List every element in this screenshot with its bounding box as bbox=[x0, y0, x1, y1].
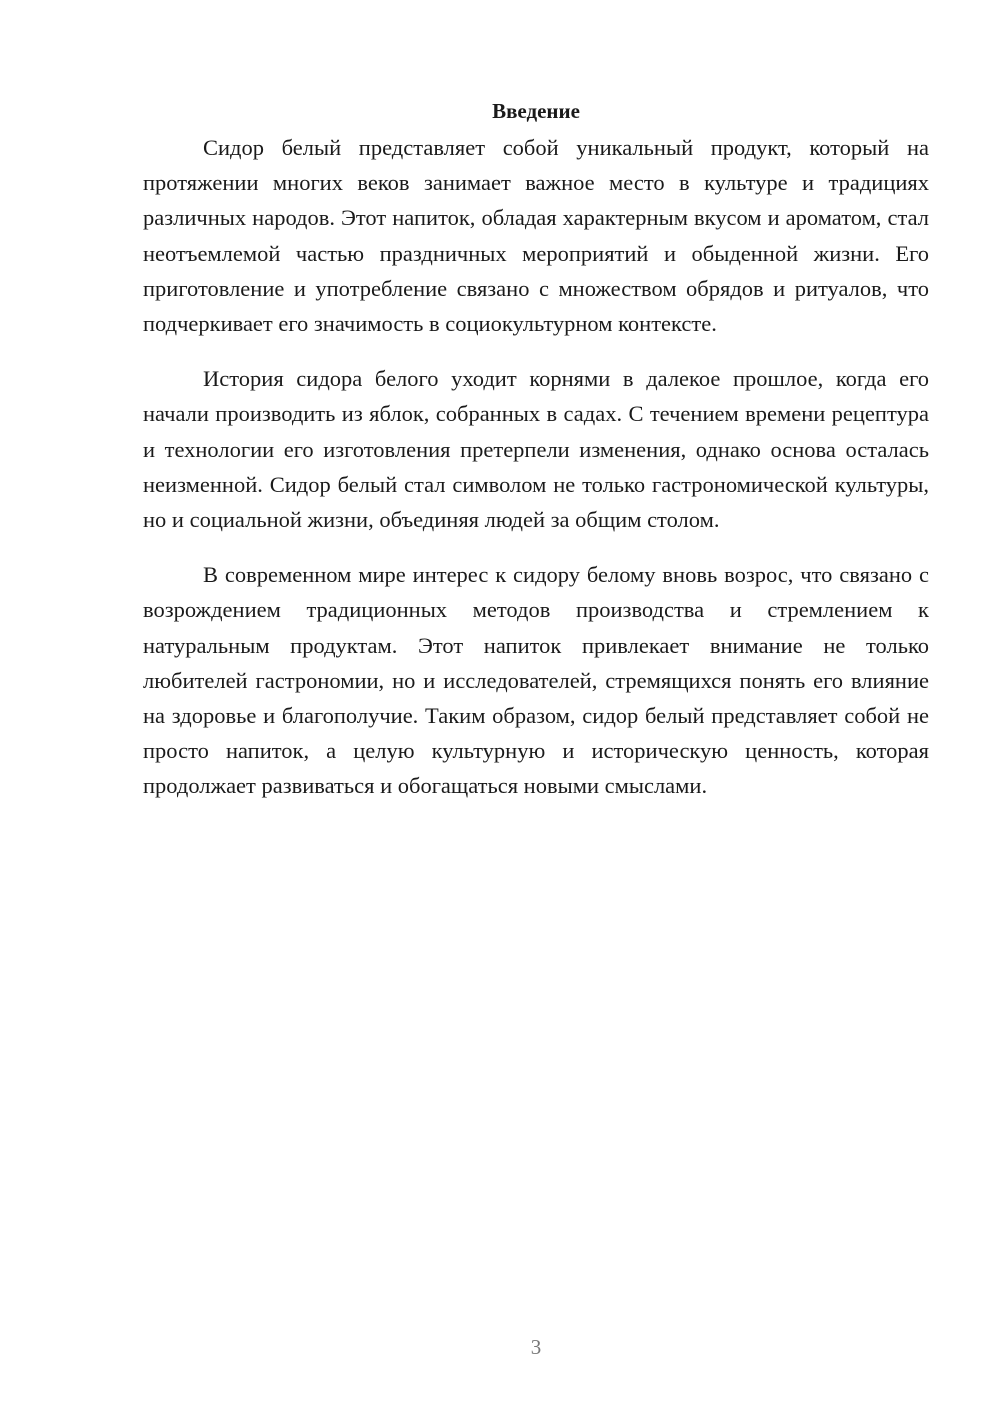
paragraph-1: Сидор белый представляет собой уникальный продукт, который на протяжении многих веков занимает важное место в культуре и традициях различных народов. Этот напиток, обладая характерным вкусом и ароматом, стал неотъемлемой частью праздничных мероприятий и обыденной жизни. Его приготовление и употребление связано с множеством обрядов и ритуалов, что подчеркивает его значимость в социокультурном контексте. bbox=[143, 135, 929, 337]
paragraph-3: В современном мире интерес к сидору белому вновь возрос, что связано с возрождением традиционных методов производства и стремлением к натуральным продуктам. Этот напиток привлекает внимание не только любителей гастрономии, но и исследователей, стремящихся понять его влияние на здоровье и благополучие. Таким образом, сидор белый представляет собой не просто напиток, а целую культурную и историческую ценность, которая продолжает развиваться и обогащаться новыми смыслами. bbox=[143, 562, 929, 799]
page-number: 3 bbox=[530, 1335, 542, 1359]
section-title: Введение bbox=[492, 99, 580, 123]
page-content bbox=[143, 96, 929, 824]
paragraph-2: История сидора белого уходит корнями в далекое прошлое, когда его начали производить из яблок, собранных в садах. С течением времени рецептура и технологии его изготовления претерпели изменения, однако основа осталась неизменной. Сидор белый стал символом не только гастрономической культуры, но и социальной жизни, объединяя людей за общим столом. bbox=[143, 366, 929, 533]
